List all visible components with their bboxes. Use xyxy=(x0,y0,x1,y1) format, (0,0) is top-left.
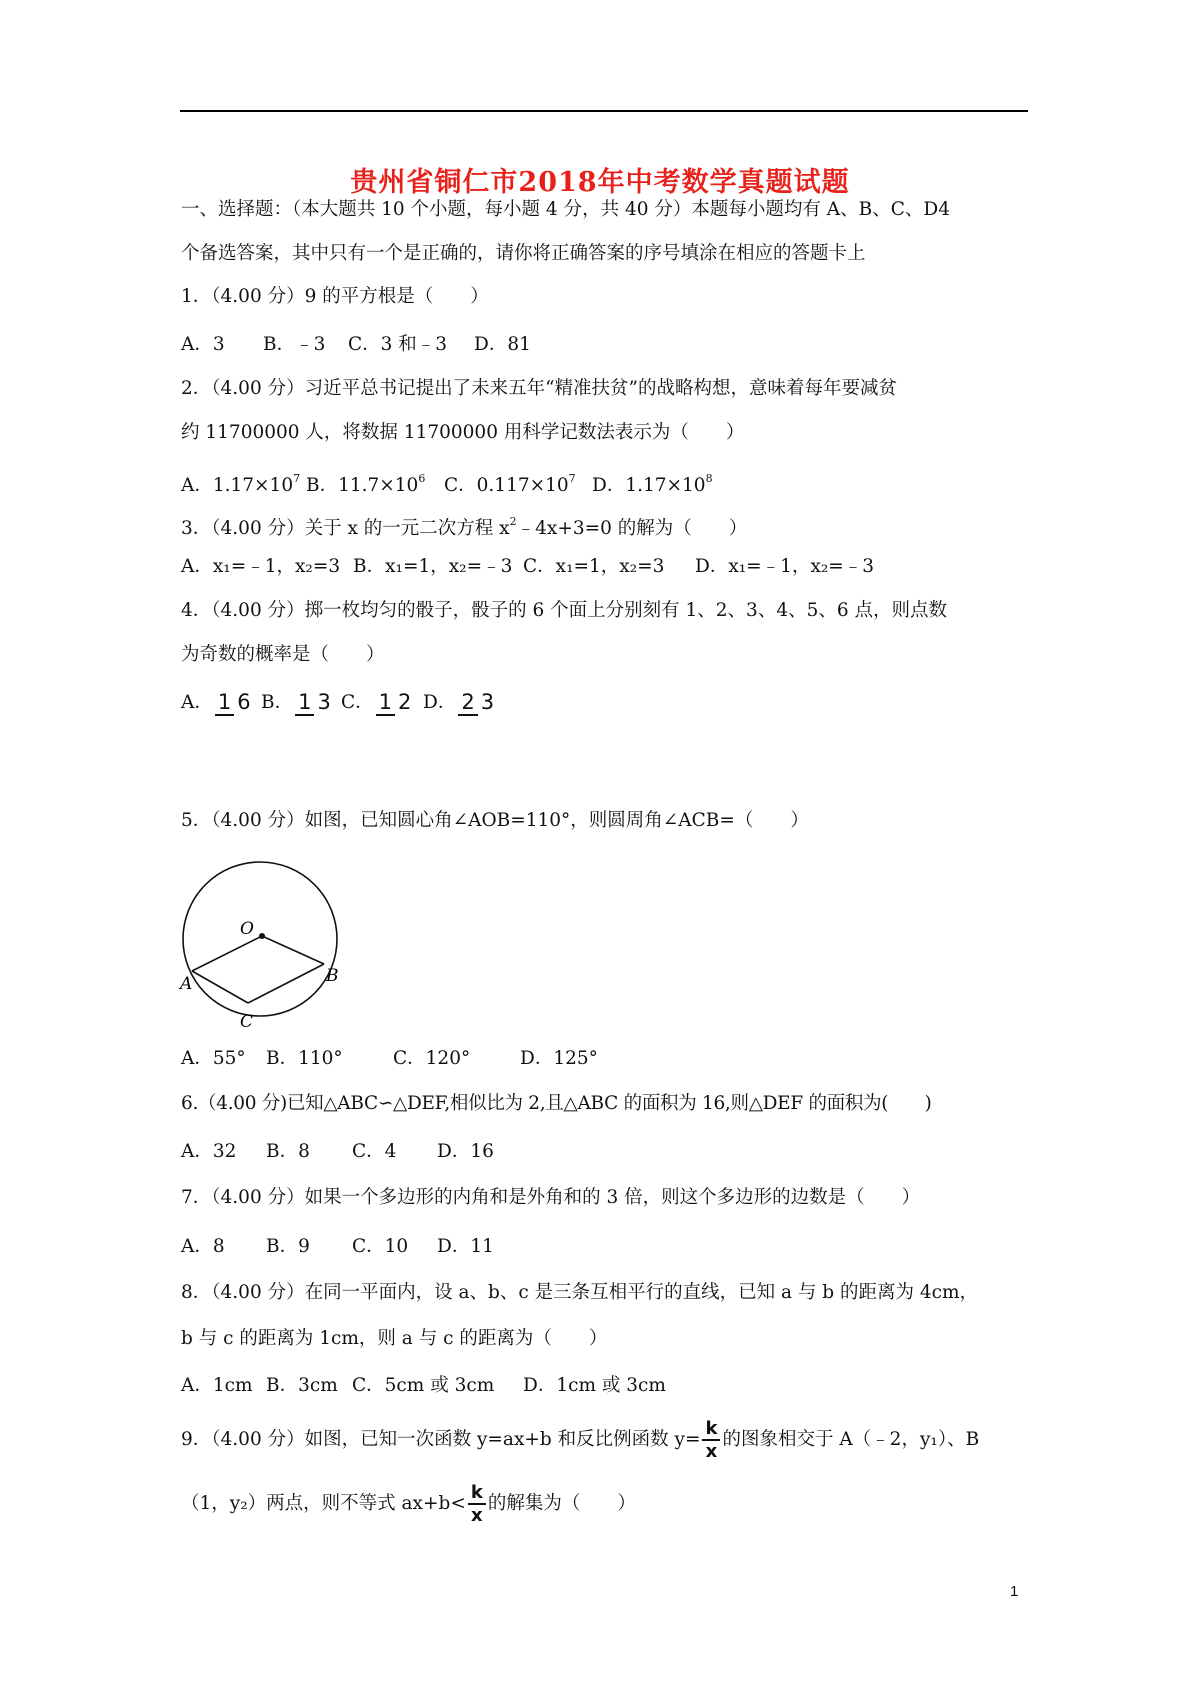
q5-label-a: A xyxy=(180,974,193,994)
q3-option-d: D．x₁=﹣1，x₂=﹣3 xyxy=(695,556,875,577)
q1-option-a: A．3 xyxy=(181,334,225,355)
q2-option-d: D．$1.17\times 10^8$ xyxy=(592,472,713,496)
q5-segment-cb xyxy=(248,964,324,1003)
q8-option-a: A．1cm xyxy=(181,1375,253,1396)
page-number: 1 xyxy=(1010,1583,1019,1600)
q6-options xyxy=(181,1138,494,1166)
page-title: 贵州省铜仁市2018年中考数学真题试题 xyxy=(350,167,850,198)
q8-options xyxy=(181,1372,666,1400)
q6-option-c: C．4 xyxy=(352,1141,397,1162)
q2-stem-line1: 2．（4.00 分）习近平总书记提出了未来五年“精准扶贫”的战略构想，意味着每年要减贫 xyxy=(181,378,898,399)
q4-stem-line2: 为奇数的概率是（ ） xyxy=(181,644,385,665)
q1-option-c: C．3 和﹣3 xyxy=(348,334,448,355)
q8-option-c: C．5cm 或 3cm xyxy=(352,1375,495,1396)
q1-stem: 1．（4.00 分）9 的平方根是（ ） xyxy=(181,286,489,307)
q5-option-d: D．125° xyxy=(520,1048,598,1069)
q5-label-c: C xyxy=(240,1012,254,1031)
q9-stem-line1: 9．（4.00 分）如图，已知一次函数 y=ax+b 和反比例函数 y= $\frac{k}{x}$ 的图象相交于 A（﹣2，y₁）、B xyxy=(181,1418,980,1462)
q5-stem: 5．（4.00 分）如图，已知圆心角∠AOB=110°，则圆周角∠ACB=（ ） xyxy=(181,810,809,831)
q5-option-b: B．110° xyxy=(266,1048,343,1069)
q5-circle-figure xyxy=(178,856,348,1031)
q4-option-a: A． 1 6 xyxy=(181,690,251,714)
q4-option-d: D． 2 3 xyxy=(423,690,495,714)
q3-option-c: C．x₁=1，x₂=3 xyxy=(523,556,665,577)
q3-options xyxy=(181,553,874,581)
q4-options xyxy=(181,689,499,717)
section-intro-line2: 个备选答案，其中只有一个是正确的，请你将正确答案的序号填涂在相应的答题卡上 xyxy=(181,243,866,264)
q5-option-a: A．55° xyxy=(181,1048,246,1069)
q2-options xyxy=(181,465,713,500)
q8-stem-line1: 8．（4.00 分）在同一平面内，设 a、b、c 是三条互相平行的直线，已知 a 与 b 的距离为 4cm， xyxy=(181,1282,979,1303)
q9-stem-line2: （1，y₂）两点，则不等式 ax+b< $\frac{k}{x}$ 的解集为（ ） xyxy=(181,1482,636,1526)
q7-options xyxy=(181,1233,494,1261)
q5-center-dot xyxy=(259,933,265,939)
q4-stem-line1: 4．（4.00 分）掷一枚均匀的骰子，骰子的 6 个面上分别刻有 1、2、3、4、5、6 点，则点数 xyxy=(181,600,948,621)
q6-option-b: B．8 xyxy=(266,1141,310,1162)
q6-option-a: A．32 xyxy=(181,1141,237,1162)
q2-option-a: A．$1.17\times 10^7$ xyxy=(181,472,301,496)
q5-label-b: B xyxy=(326,966,339,986)
q1-options xyxy=(181,331,531,359)
q5-options xyxy=(181,1045,598,1073)
q5-label-o: O xyxy=(240,919,254,939)
q1-option-b: B．﹣3 xyxy=(263,334,326,355)
header-rule xyxy=(180,110,1028,112)
q4-option-b: B． 1 3 xyxy=(261,690,331,714)
q5-option-c: C．120° xyxy=(393,1048,471,1069)
q7-option-b: B．9 xyxy=(266,1236,310,1257)
q6-option-d: D．16 xyxy=(437,1141,494,1162)
q2-option-c: C．$0.117\times 10^7$ xyxy=(444,472,576,496)
q2-stem-line2: 约 11700000 人，将数据 11700000 用科学记数法表示为（ ） xyxy=(181,422,745,443)
q1-option-d: D．81 xyxy=(474,334,531,355)
q7-stem: 7．（4.00 分）如果一个多边形的内角和是外角和的 3 倍，则这个多边形的边数是（ ） xyxy=(181,1187,921,1208)
q7-option-a: A．8 xyxy=(181,1236,225,1257)
q2-option-b: B．$11.7\times 10^6$ xyxy=(306,472,426,496)
q3-option-a: A．x₁=﹣1，x₂=3 xyxy=(181,556,341,577)
q8-option-d: D．1cm 或 3cm xyxy=(523,1375,666,1396)
q4-option-c: C． 1 2 xyxy=(341,690,412,714)
q5-segment-ob xyxy=(262,936,324,964)
q3-option-b: B．x₁=1，x₂=﹣3 xyxy=(353,556,513,577)
q8-stem-line2: b 与 c 的距离为 1cm，则 a 与 c 的距离为（ ） xyxy=(181,1328,608,1349)
q5-segment-oa xyxy=(192,936,262,971)
q3-stem: 3．（4.00 分）关于 x 的一元二次方程 $x^2﹣4x+3=0$ 的解为（ ） xyxy=(181,515,748,539)
q8-option-b: B．3cm xyxy=(266,1375,338,1396)
q7-option-c: C．10 xyxy=(352,1236,409,1257)
q5-circle xyxy=(183,862,337,1016)
q6-stem: 6.（4.00 分)已知△ABC∽△DEF,相似比为 2,且△ABC 的面积为 16,则△DEF 的面积为( ) xyxy=(181,1093,932,1114)
section-intro-line1: 一、选择题：（本大题共 10 个小题，每小题 4 分，共 40 分）本题每小题均有 A、B、C、D4 xyxy=(181,199,950,220)
q7-option-d: D．11 xyxy=(437,1236,494,1257)
